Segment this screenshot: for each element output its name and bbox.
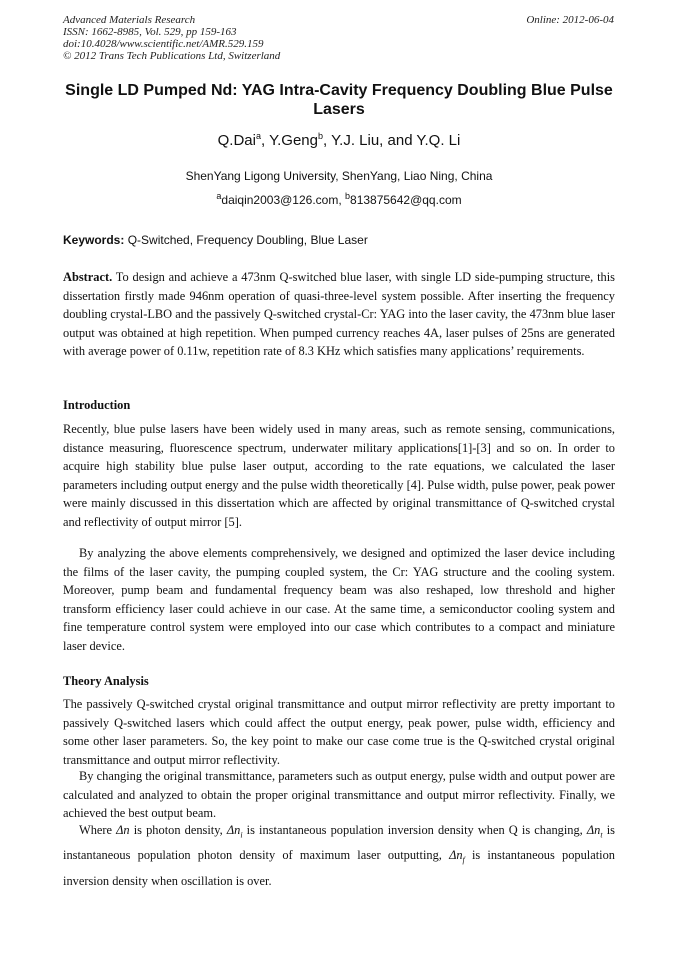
affiliation: ShenYang Ligong University, ShenYang, Liao Ning, China (185, 169, 493, 183)
theory-heading: Theory Analysis (63, 674, 149, 688)
author-2: Y.Geng (269, 132, 318, 149)
symbol-subscript: t (600, 830, 603, 840)
journal-name: Advanced Materials Research (63, 14, 196, 26)
theory-paragraph-1: The passively Q-switched crystal original transmittance and output mirror reflectivity are pretty important to passively Q-switched lasers which could affect the output energy, peak power, pulse width, efficiency and some other laser parameters. So, the key point to make our case come true is the Q-switched crystal original transmittance and output mirror reflectivity. (63, 697, 615, 767)
online-date: Online: 2012-06-04 (526, 14, 614, 26)
email-b-mark: b (345, 191, 351, 201)
text-segment: is photon density, (129, 823, 227, 837)
email-a: daiqin2003@126.com, (221, 193, 345, 207)
keywords-label: Keywords: (63, 233, 125, 247)
max-output-density-symbol (586, 823, 603, 840)
introduction-paragraph-2: By analyzing the above elements comprehensively, we designed and optimized the laser device including the films of the laser cavity, the pumping coupled system, the Cr: YAG structure and the cooling system. Moreover, pump beam and fundamental frequency beam was also reshaped, low threshold and higher transform efficiency laser could achieve in our case. At the same time, a semiconductor cooling system and fine temperature control system were employed into our case which contributes to a compact and miniature laser device. (63, 546, 615, 653)
abstract-text: To design and achieve a 473nm Q-switched blue laser, with single LD side-pumping structure, this dissertation firstly made 946nm operation of quasi-three-level system possible. After inserting the frequency doubling crystal-LBO and the passively Q-switched crystal-Cr: YAG into the laser cavity, the 473nm blue laser output was obtained at high repetition. When pumped currency reaches 4A, laser pulses of 25ns are generated with average power of 0.11w, repetition rate of 8.3 KHz which satisfies many applications’ requirements. (63, 270, 615, 359)
doi-line: doi:10.4028/www.scientific.net/AMR.529.159 (63, 38, 264, 50)
symbol-subscript: i (240, 830, 243, 840)
symbol-subscript: f (462, 855, 465, 865)
keywords-text: Q-Switched, Frequency Doubling, Blue Laser (124, 233, 368, 247)
final-density-symbol (449, 848, 465, 865)
keywords (63, 232, 368, 248)
inversion-density-symbol (226, 823, 243, 840)
abstract (63, 268, 615, 361)
author-2-affil-mark: b (318, 131, 324, 141)
text-segment: Where (79, 823, 117, 837)
author-emails (63, 192, 615, 208)
theory-paragraph-2: By changing the original transmittance, parameters such as output energy, pulse width and output power are calculated and analyzed to obtain the proper original transmittance and output mirror reflectivity. Finally, we achieved the best output beam. (63, 769, 615, 821)
text-segment: is instantaneous population inversion density when oscillation is over. (63, 848, 615, 888)
journal-header (63, 14, 280, 62)
email-a-mark: a (216, 191, 222, 201)
introduction-paragraph-1: Recently, blue pulse lasers have been widely used in many areas, such as remote sensing, communications, distance measuring, fluorescence spectrum, underwater military applications[1]-[3] and so on. In order to acquire high stability blue pulse laser output, according to the rate equations, we calculated the laser parameters including output energy and the pulse width theoretically [4]. Pulse width, pulse power, peak power were mainly discussed in this dissertation which are affected by original transmittance of Q-switched crystal and reflectivity of output mirror [5]. (63, 422, 615, 529)
photon-density-symbol: Δn (116, 823, 130, 837)
author-separator: , (260, 132, 270, 149)
symbol-base: Δn (586, 823, 601, 837)
issn-line: ISSN: 1662-8985, Vol. 529, pp 159-163 (63, 26, 237, 38)
author-1: Q.Dai (217, 132, 256, 149)
author-list (63, 131, 615, 151)
paper-title: Single LD Pumped Nd: YAG Intra-Cavity Frequency Doubling Blue Pulse Lasers (65, 82, 613, 118)
symbol-base: Δn (449, 848, 463, 863)
theory-paragraph-3 (63, 820, 615, 892)
email-b: 813875642@qq.com (350, 193, 462, 207)
abstract-label: Abstract. (63, 270, 113, 284)
copyright-line: © 2012 Trans Tech Publications Ltd, Switzerland (63, 50, 281, 62)
symbol-base: Δn (226, 823, 241, 837)
other-authors: , Y.J. Liu, and Y.Q. Li (323, 132, 461, 149)
text-segment: is instantaneous population inversion density when Q is changing, (242, 823, 587, 837)
introduction-heading: Introduction (63, 398, 131, 412)
text-segment: is instantaneous population photon density of maximum laser outputting, (63, 823, 615, 863)
author-1-affil-mark: a (255, 131, 261, 141)
